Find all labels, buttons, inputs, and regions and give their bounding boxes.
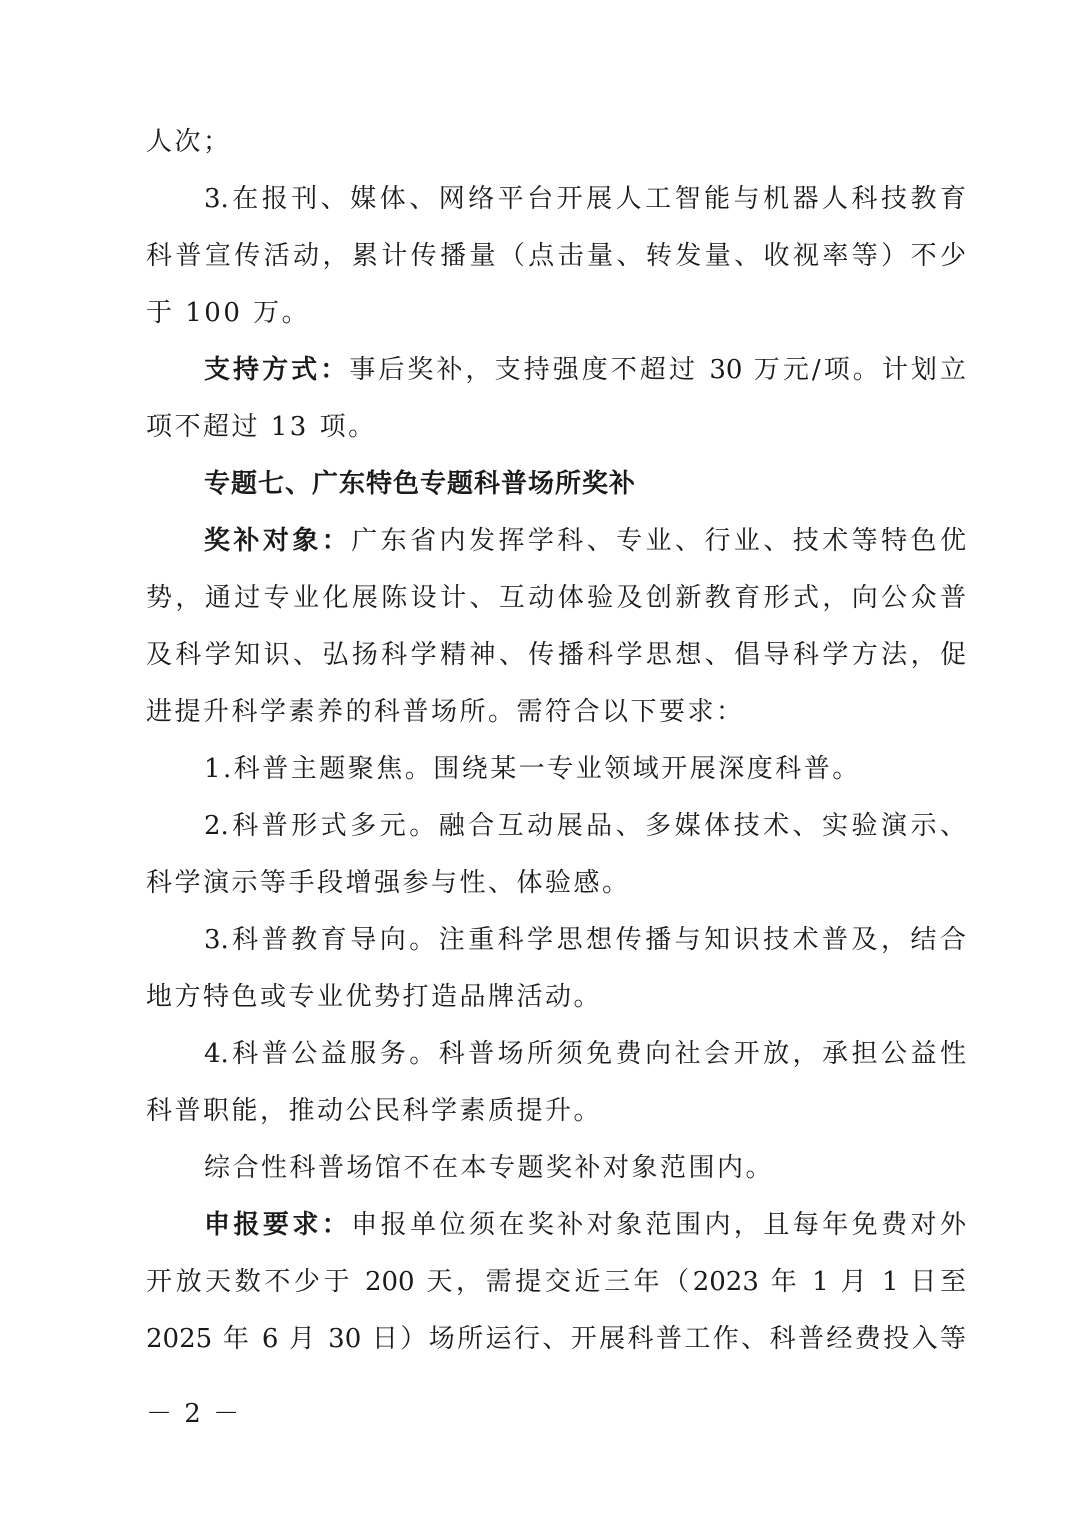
page-number: － 2 －: [146, 1399, 242, 1429]
requirement-item-3: 3.科普教育导向。注重科学思想传播与知识技术普及，结合: [204, 925, 966, 955]
text-line: 人次；: [146, 127, 232, 157]
text-line: 开放天数不少于 200 天，需提交近三年（2023 年 1 月 1 日至: [146, 1267, 966, 1297]
award-target-label: 奖补对象：: [204, 526, 352, 556]
support-method-text: 事后奖补，支持强度不超过 30 万元/项。计划立: [349, 355, 966, 385]
requirement-item-1: 1.科普主题聚焦。围绕某一专业领域开展深度科普。: [204, 754, 861, 784]
text-line: 项不超过 13 项。: [146, 412, 377, 442]
text-line: 进提升科学素养的科普场所。需符合以下要求：: [146, 697, 745, 727]
text-line: 科普职能，推动公民科学素质提升。: [146, 1096, 603, 1126]
requirement-item-2: 2.科普形式多元。融合互动展品、多媒体技术、实验演示、: [204, 811, 966, 841]
section-heading: 专题七、广东特色专题科普场所奖补: [204, 469, 637, 499]
application-requirements-text: 申报单位须在奖补对象范围内，且每年免费对外: [351, 1210, 966, 1240]
award-target-paragraph: [204, 521, 966, 561]
list-item-3: 3.在报刊、媒体、网络平台开展人工智能与机器人科技教育: [204, 184, 966, 214]
support-method-label: 支持方式：: [204, 355, 350, 385]
exclusion-note: 综合性科普场馆不在本专题奖补对象范围内。: [204, 1153, 775, 1183]
text-line: 及科学知识、弘扬科学精神、传播科学思想、倡导科学方法，促: [146, 640, 966, 670]
award-target-text: 广东省内发挥学科、专业、行业、技术等特色优: [351, 526, 966, 556]
text-line: 势，通过专业化展陈设计、互动体验及创新教育形式，向公众普: [146, 583, 966, 613]
text-line: 科普宣传活动，累计传播量（点击量、转发量、收视率等）不少: [146, 241, 966, 271]
text-line: 科学演示等手段增强参与性、体验感。: [146, 868, 631, 898]
text-line: 地方特色或专业优势打造品牌活动。: [146, 982, 603, 1012]
application-requirements-paragraph: [204, 1205, 966, 1245]
text-line: 2025 年 6 月 30 日）场所运行、开展科普工作、科普经费投入等: [146, 1324, 966, 1354]
requirement-item-4: 4.科普公益服务。科普场所须免费向社会开放，承担公益性: [204, 1039, 966, 1069]
application-requirements-label: 申报要求：: [204, 1210, 352, 1240]
text-line: 于 100 万。: [146, 298, 311, 328]
support-method-paragraph: [204, 350, 966, 390]
